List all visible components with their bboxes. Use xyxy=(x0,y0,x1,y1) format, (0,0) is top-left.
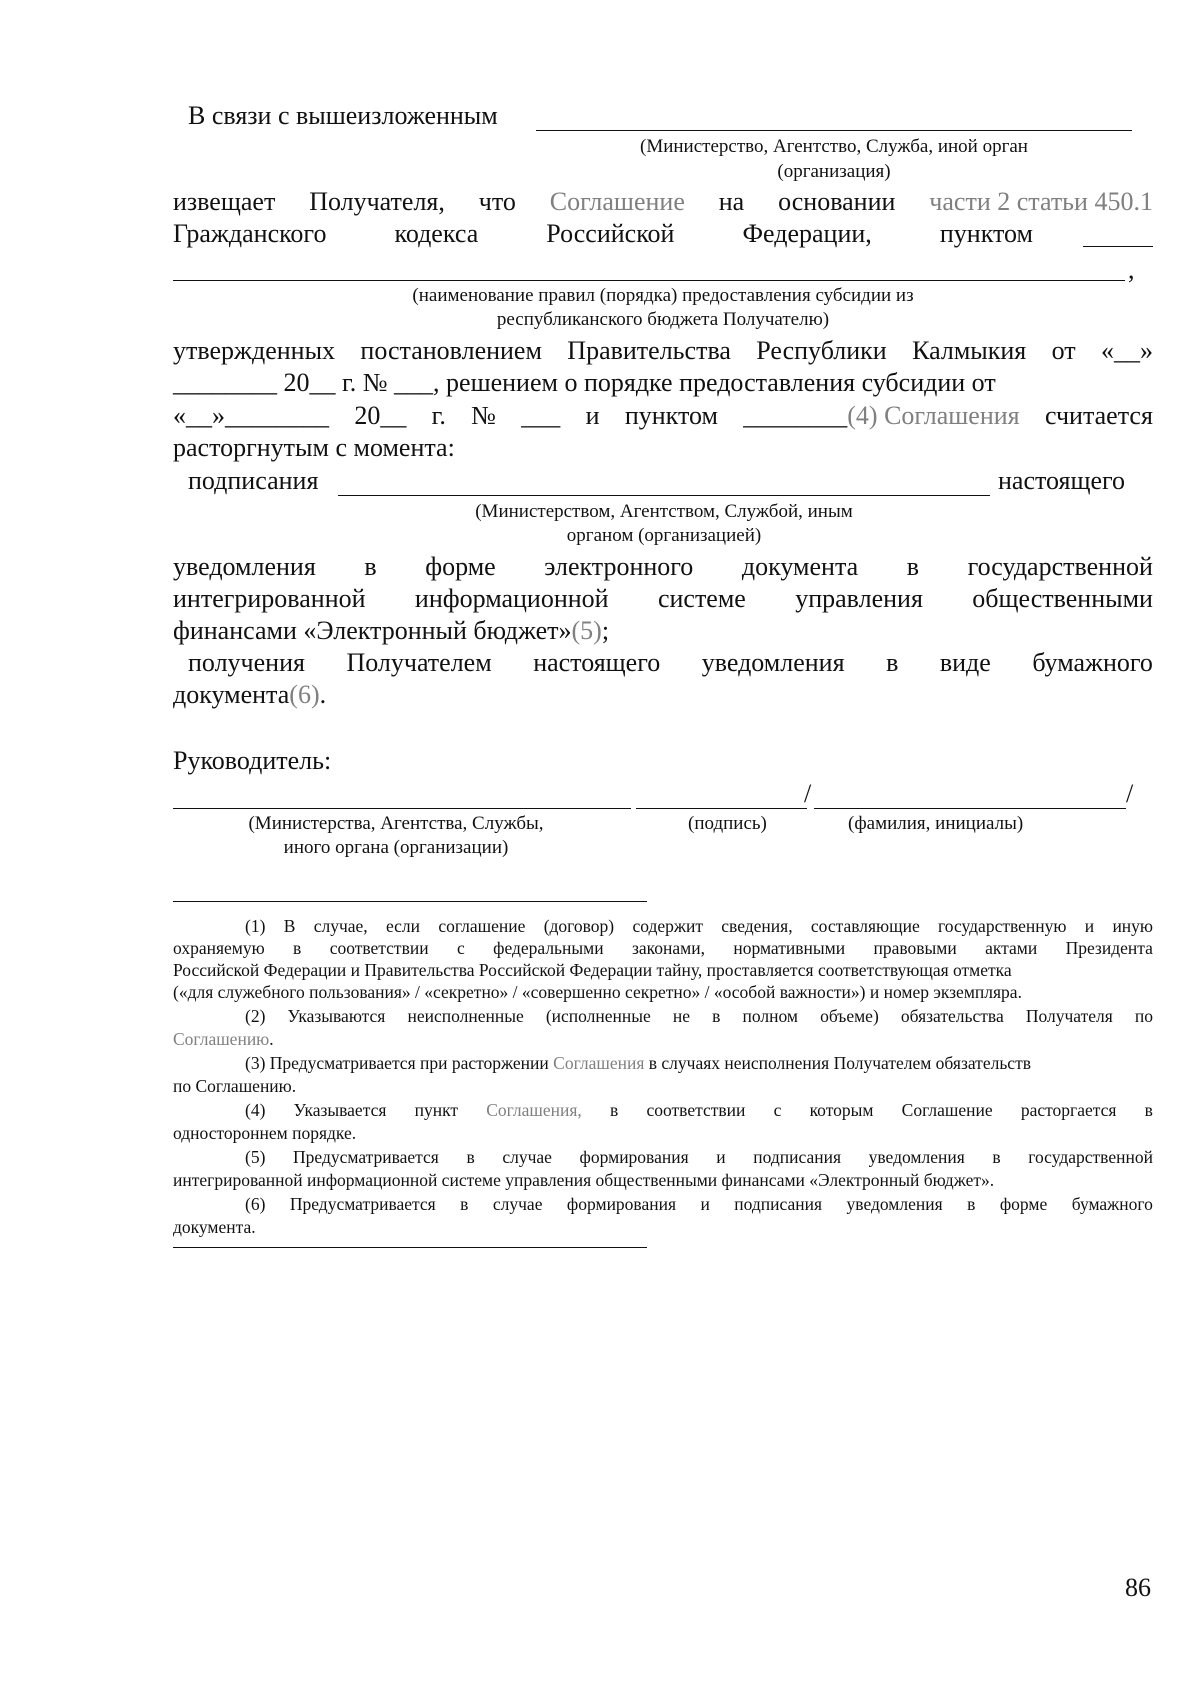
para4-line1 xyxy=(173,551,1153,583)
word: формирования xyxy=(566,1194,677,1214)
footnote-6-line2: документа. xyxy=(173,1217,256,1237)
footnote-ref-6: (6) xyxy=(289,680,320,709)
word: (2) xyxy=(245,1006,266,1026)
para4-line4 xyxy=(188,647,1153,679)
signature-blank-line xyxy=(636,808,807,809)
word: иную xyxy=(1112,916,1153,936)
word: основании xyxy=(778,187,896,216)
word: которым xyxy=(809,1100,874,1120)
word: извещает xyxy=(173,187,276,216)
word: если xyxy=(385,916,421,936)
word: кодекса xyxy=(394,219,479,248)
word: г. xyxy=(431,401,446,430)
word: «__» xyxy=(1101,336,1153,365)
word: в xyxy=(967,1194,976,1214)
word: Указывается xyxy=(293,1100,387,1120)
word: постановлением xyxy=(360,336,542,365)
word: виде xyxy=(939,648,991,677)
word: Предусматривается xyxy=(289,1194,436,1214)
word: и xyxy=(716,1147,726,1167)
org-label-2: иного органа (организации) xyxy=(283,837,509,858)
footnote-4-line2: одностороннем порядке. xyxy=(173,1123,357,1143)
footnote-separator xyxy=(173,901,647,902)
footnote-1-line4: («для служебного пользования» / «секретно» / «совершенно секретно» / «особой важности») и номер экземпляра. xyxy=(173,982,1022,1002)
word: государственной xyxy=(967,552,1153,581)
word: нормативными xyxy=(733,938,846,958)
para2-line1 xyxy=(173,186,1153,218)
word: обязательства xyxy=(900,1006,1004,1026)
word: (4) xyxy=(245,1100,266,1120)
word: полном xyxy=(742,1006,798,1026)
agreement-reference: Соглашение xyxy=(549,187,685,216)
para2-line2 xyxy=(173,218,1033,250)
word: на xyxy=(718,187,745,216)
word: Получателя, xyxy=(309,187,445,216)
present-text: настоящего xyxy=(998,466,1126,495)
agreement-reference: (4) Соглашения xyxy=(847,401,1020,430)
word: неисполненные xyxy=(407,1006,524,1026)
word: в xyxy=(886,648,899,677)
ministry-blank-line xyxy=(536,130,1132,131)
word: и xyxy=(700,1194,710,1214)
word: Калмыкия xyxy=(912,336,1027,365)
word: Федерации, xyxy=(742,219,872,248)
text: в случаях неисполнения Получателем обязательств xyxy=(644,1053,1031,1073)
word: объеме) xyxy=(820,1006,879,1026)
word: государственную xyxy=(938,916,1067,936)
word: что xyxy=(478,187,516,216)
word: (6) xyxy=(245,1194,266,1214)
ministry-label: (Министерство, Агентство, Служба, иной орган xyxy=(640,136,1028,157)
rules-label: (наименование правил (порядка) предоставления субсидии из xyxy=(412,285,914,306)
word: Республики xyxy=(756,336,887,365)
footnote-2-line2 xyxy=(173,1028,274,1050)
word: в xyxy=(460,1194,469,1214)
footnote-5-line1 xyxy=(245,1146,1153,1168)
word: сведения, xyxy=(721,916,793,936)
word: в xyxy=(610,1100,619,1120)
word: и xyxy=(585,401,600,430)
footnote-1-line3: Российской Федерации и Правительства Российской Федерации тайну, проставляется соответствующая отметка xyxy=(173,960,1012,980)
word: системе xyxy=(657,584,746,613)
word: содержит xyxy=(632,916,703,936)
word: Соглашение xyxy=(901,1100,993,1120)
word: уведомления xyxy=(846,1194,943,1214)
word: подписания xyxy=(734,1194,823,1214)
agreement-reference: Соглашения, xyxy=(486,1100,582,1120)
head-label: Руководитель: xyxy=(173,746,332,775)
word: в xyxy=(992,1147,1001,1167)
footnote-2-line1 xyxy=(245,1005,1153,1027)
word: соглашение xyxy=(438,916,526,936)
word: пункт xyxy=(414,1100,458,1120)
footnote-1-line1 xyxy=(245,915,1153,937)
page-number: 86 xyxy=(1125,1573,1151,1602)
org-blank-line xyxy=(173,808,631,809)
signed-by-blank-line xyxy=(338,495,990,496)
para4-line3 xyxy=(173,615,609,647)
word: бумажного xyxy=(1071,1194,1153,1214)
word: соответствии xyxy=(646,1100,746,1120)
word: электронного xyxy=(544,552,694,581)
word: составляющие xyxy=(810,916,920,936)
word: бумажного xyxy=(1032,648,1153,677)
ministry-label-2: (организация) xyxy=(777,161,891,182)
text: . xyxy=(319,680,327,709)
signature-label: (подпись) xyxy=(688,813,767,834)
text: . xyxy=(269,1029,274,1049)
agreement-reference: Соглашения xyxy=(553,1053,645,1073)
word: (исполненные xyxy=(545,1006,651,1026)
word: документа xyxy=(741,552,859,581)
footnote-3-line2: по Соглашению. xyxy=(173,1076,297,1096)
footnote-5-line2: интегрированной информационной системе управления общественными финансами «Электронный бюджет». xyxy=(173,1170,995,1190)
word: в xyxy=(712,1006,721,1026)
word: с xyxy=(773,1100,782,1120)
word: по xyxy=(1134,1006,1153,1026)
word: в xyxy=(466,1147,475,1167)
word: правовыми xyxy=(873,938,957,958)
word: пунктом xyxy=(939,219,1033,248)
slash-1: / xyxy=(804,779,812,808)
signing-text: подписания xyxy=(188,466,319,495)
word: управления xyxy=(795,584,923,613)
footnote-4-line1 xyxy=(245,1099,1153,1121)
word: ___ xyxy=(521,401,561,430)
word: Российской xyxy=(546,219,675,248)
agreement-reference: Соглашению xyxy=(173,1029,270,1049)
word: случае, xyxy=(313,916,368,936)
word: утвержденных xyxy=(173,336,336,365)
word: Предусматривается xyxy=(293,1147,439,1167)
word: в xyxy=(364,552,377,581)
word: настоящего xyxy=(533,648,661,677)
word: Указываются xyxy=(287,1006,386,1026)
blank: ________ xyxy=(743,401,848,430)
word: от xyxy=(1051,336,1076,365)
word: Гражданского xyxy=(173,219,327,248)
para3-line2: ________ 20__ г. № ___, решением о порядке предоставления субсидии от xyxy=(173,368,996,397)
word: соответствии xyxy=(329,938,429,958)
text: (3) Предусматривается при расторжении xyxy=(245,1053,554,1073)
word: В xyxy=(283,916,296,936)
word: случае xyxy=(492,1194,543,1214)
word: интегрированной xyxy=(173,584,366,613)
para3-line3 xyxy=(173,400,1153,432)
word: информационной xyxy=(414,584,609,613)
footnote-end-separator xyxy=(173,1247,647,1248)
org-label: (Министерства, Агентства, Службы, xyxy=(248,813,544,834)
word: Получателем xyxy=(346,648,492,677)
slash-2: / xyxy=(1126,779,1134,808)
para3-line1 xyxy=(173,335,1153,367)
para4-line2 xyxy=(173,583,1153,615)
signed-by-label: (Министерством, Агентством, Службой, иным xyxy=(475,501,853,522)
rules-blank-line xyxy=(173,280,1125,281)
word: форме xyxy=(425,552,496,581)
name-label: (фамилия, инициалы) xyxy=(848,813,1024,834)
word: и xyxy=(1084,916,1095,936)
word: законами, xyxy=(631,938,705,958)
word: 20__ xyxy=(354,401,407,430)
word: (договор) xyxy=(543,916,615,936)
word: (1) xyxy=(245,916,266,936)
word: получения xyxy=(188,648,305,677)
para4-line5 xyxy=(173,679,326,711)
footnote-3-line1 xyxy=(245,1052,1031,1074)
word: подписания xyxy=(753,1147,842,1167)
signed-by-label-2: органом (организацией) xyxy=(566,525,762,546)
word: считается xyxy=(1044,401,1153,430)
name-blank-line xyxy=(814,808,1126,809)
comma: , xyxy=(1128,255,1135,284)
civil-code-article-reference: части 2 статьи 450.1 xyxy=(929,187,1153,216)
clause-blank-line xyxy=(1083,246,1153,247)
word: в xyxy=(1144,1100,1153,1120)
footnote-1-line2 xyxy=(173,937,1153,959)
word: формирования xyxy=(579,1147,689,1167)
word: уведомления xyxy=(701,648,845,677)
text: финансами «Электронный бюджет» xyxy=(173,616,572,645)
word: форме xyxy=(999,1194,1048,1214)
footnote-6-line1 xyxy=(245,1193,1153,1215)
word: (5) xyxy=(245,1147,266,1167)
word: уведомления xyxy=(868,1147,965,1167)
text: ; xyxy=(601,616,610,645)
word: в xyxy=(293,938,302,958)
word: «__»________ xyxy=(173,401,329,430)
word: Правительства xyxy=(567,336,731,365)
word: № xyxy=(471,401,496,430)
word: в xyxy=(906,552,920,581)
word: Получателя xyxy=(1025,1006,1113,1026)
word: пунктом xyxy=(624,401,718,430)
word: общественными xyxy=(972,584,1153,613)
word: государственной xyxy=(1028,1147,1153,1167)
word: случае xyxy=(502,1147,552,1167)
word: актами xyxy=(985,938,1038,958)
text: документа xyxy=(173,680,290,709)
word: Президента xyxy=(1065,938,1153,958)
word: расторгается xyxy=(1020,1100,1117,1120)
word: не xyxy=(672,1006,691,1026)
footnote-ref-5: (5) xyxy=(571,616,602,645)
word: уведомления xyxy=(173,552,316,581)
intro-text: В связи с вышеизложенным xyxy=(188,101,498,130)
para3-line4: расторгнутым с момента: xyxy=(173,433,455,462)
word: охраняемую xyxy=(173,938,265,958)
rules-label-2: республиканского бюджета Получателю) xyxy=(496,309,830,330)
word: федеральными xyxy=(493,938,604,958)
word: с xyxy=(456,938,465,958)
